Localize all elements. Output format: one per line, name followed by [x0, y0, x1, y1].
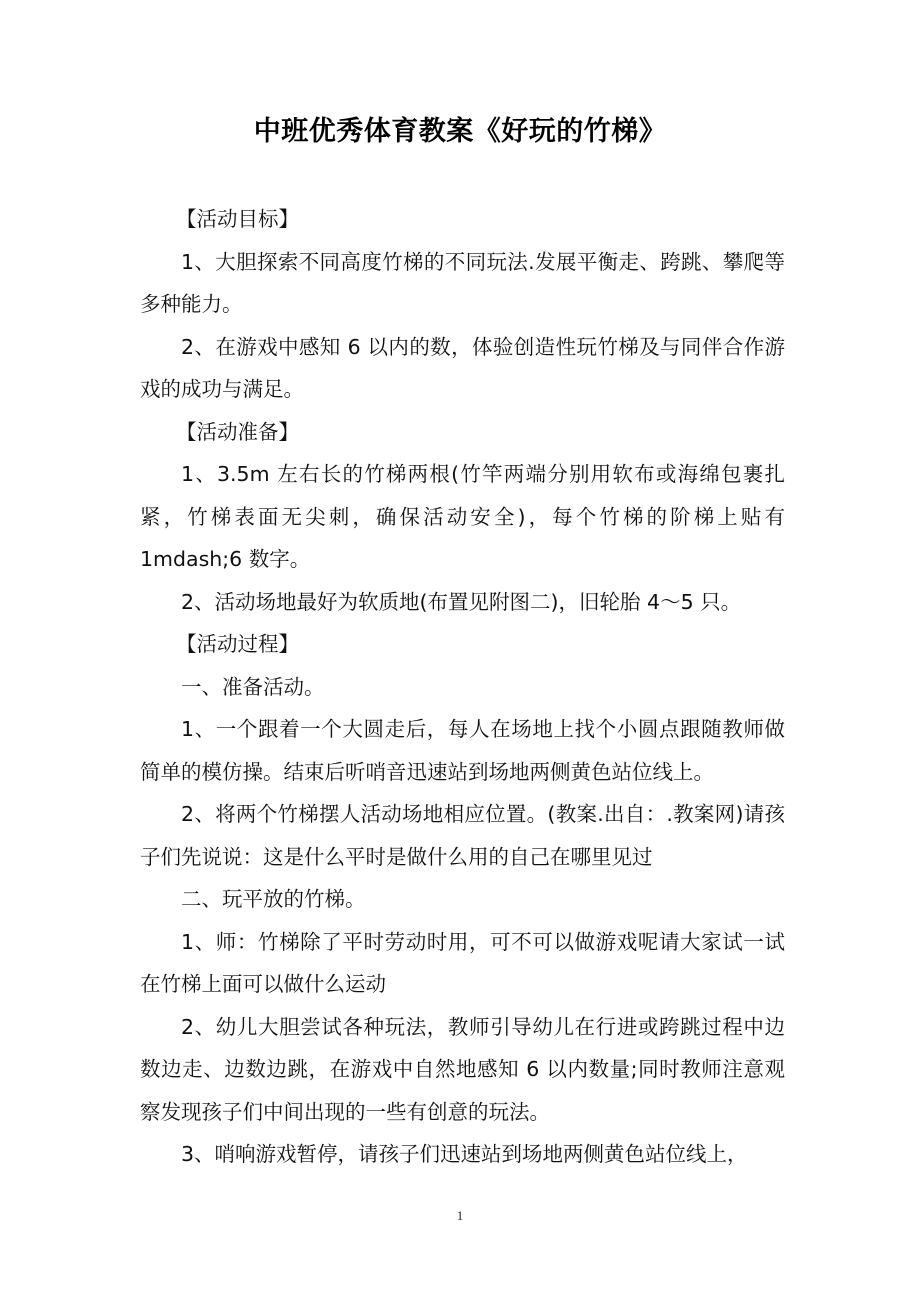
- paragraph: 2、幼儿大胆尝试各种玩法，教师引导幼儿在行进或跨跳过程中边数边走、边数边跳，在游戏中自然地感知 6 以内数量;同时教师注意观察发现孩子们中间出现的一些有创意的玩法。: [140, 1014, 785, 1124]
- paragraph: 二、玩平放的竹梯。: [181, 887, 366, 911]
- paragraph: 1、3.5m 左右长的竹梯两根(竹竿两端分别用软布或海绵包裹扎紧，竹梯表面无尖刺，确保活动安全)，每个竹梯的阶梯上贴有 1mdash;6 数字。: [140, 462, 785, 571]
- paragraph: 1、大胆探索不同高度竹梯的不同玩法.发展平衡走、跨跳、攀爬等多种能力。: [140, 249, 785, 316]
- paragraph: 2、将两个竹梯摆人活动场地相应位置。(教案.出自：.教案网)请孩子们先说说：这是什么平时是做什么用的自己在哪里见过: [140, 802, 785, 869]
- paragraph: 一、准备活动。: [181, 674, 325, 699]
- page-number: 1: [456, 1208, 464, 1223]
- section-heading-process: 【活动过程】: [176, 632, 299, 656]
- paragraph: 1、一个跟着一个大圆走后，每人在场地上找个小圆点跟随教师做简单的模仿操。结束后听哨音迅速站到场地两侧黄色站位线上。: [140, 717, 785, 784]
- paragraph: 2、活动场地最好为软质地(布置见附图二)，旧轮胎 4～5 只。: [181, 589, 742, 614]
- document-title: 中班优秀体育教案《好玩的竹梯》: [253, 116, 667, 147]
- paragraph: 2、在游戏中感知 6 以内的数，体验创造性玩竹梯及与同伴合作游戏的成功与满足。: [140, 334, 785, 401]
- section-heading-preparation: 【活动准备】: [176, 419, 299, 444]
- paragraph: 1、师：竹梯除了平时劳动时用，可不可以做游戏呢请大家试一试在竹梯上面可以做什么运动: [140, 929, 785, 996]
- section-heading-goals: 【活动目标】: [176, 207, 299, 231]
- paragraph: 3、哨响游戏暂停，请孩子们迅速站到场地两侧黄色站位线上，: [181, 1142, 748, 1166]
- document-body: [140, 198, 785, 1176]
